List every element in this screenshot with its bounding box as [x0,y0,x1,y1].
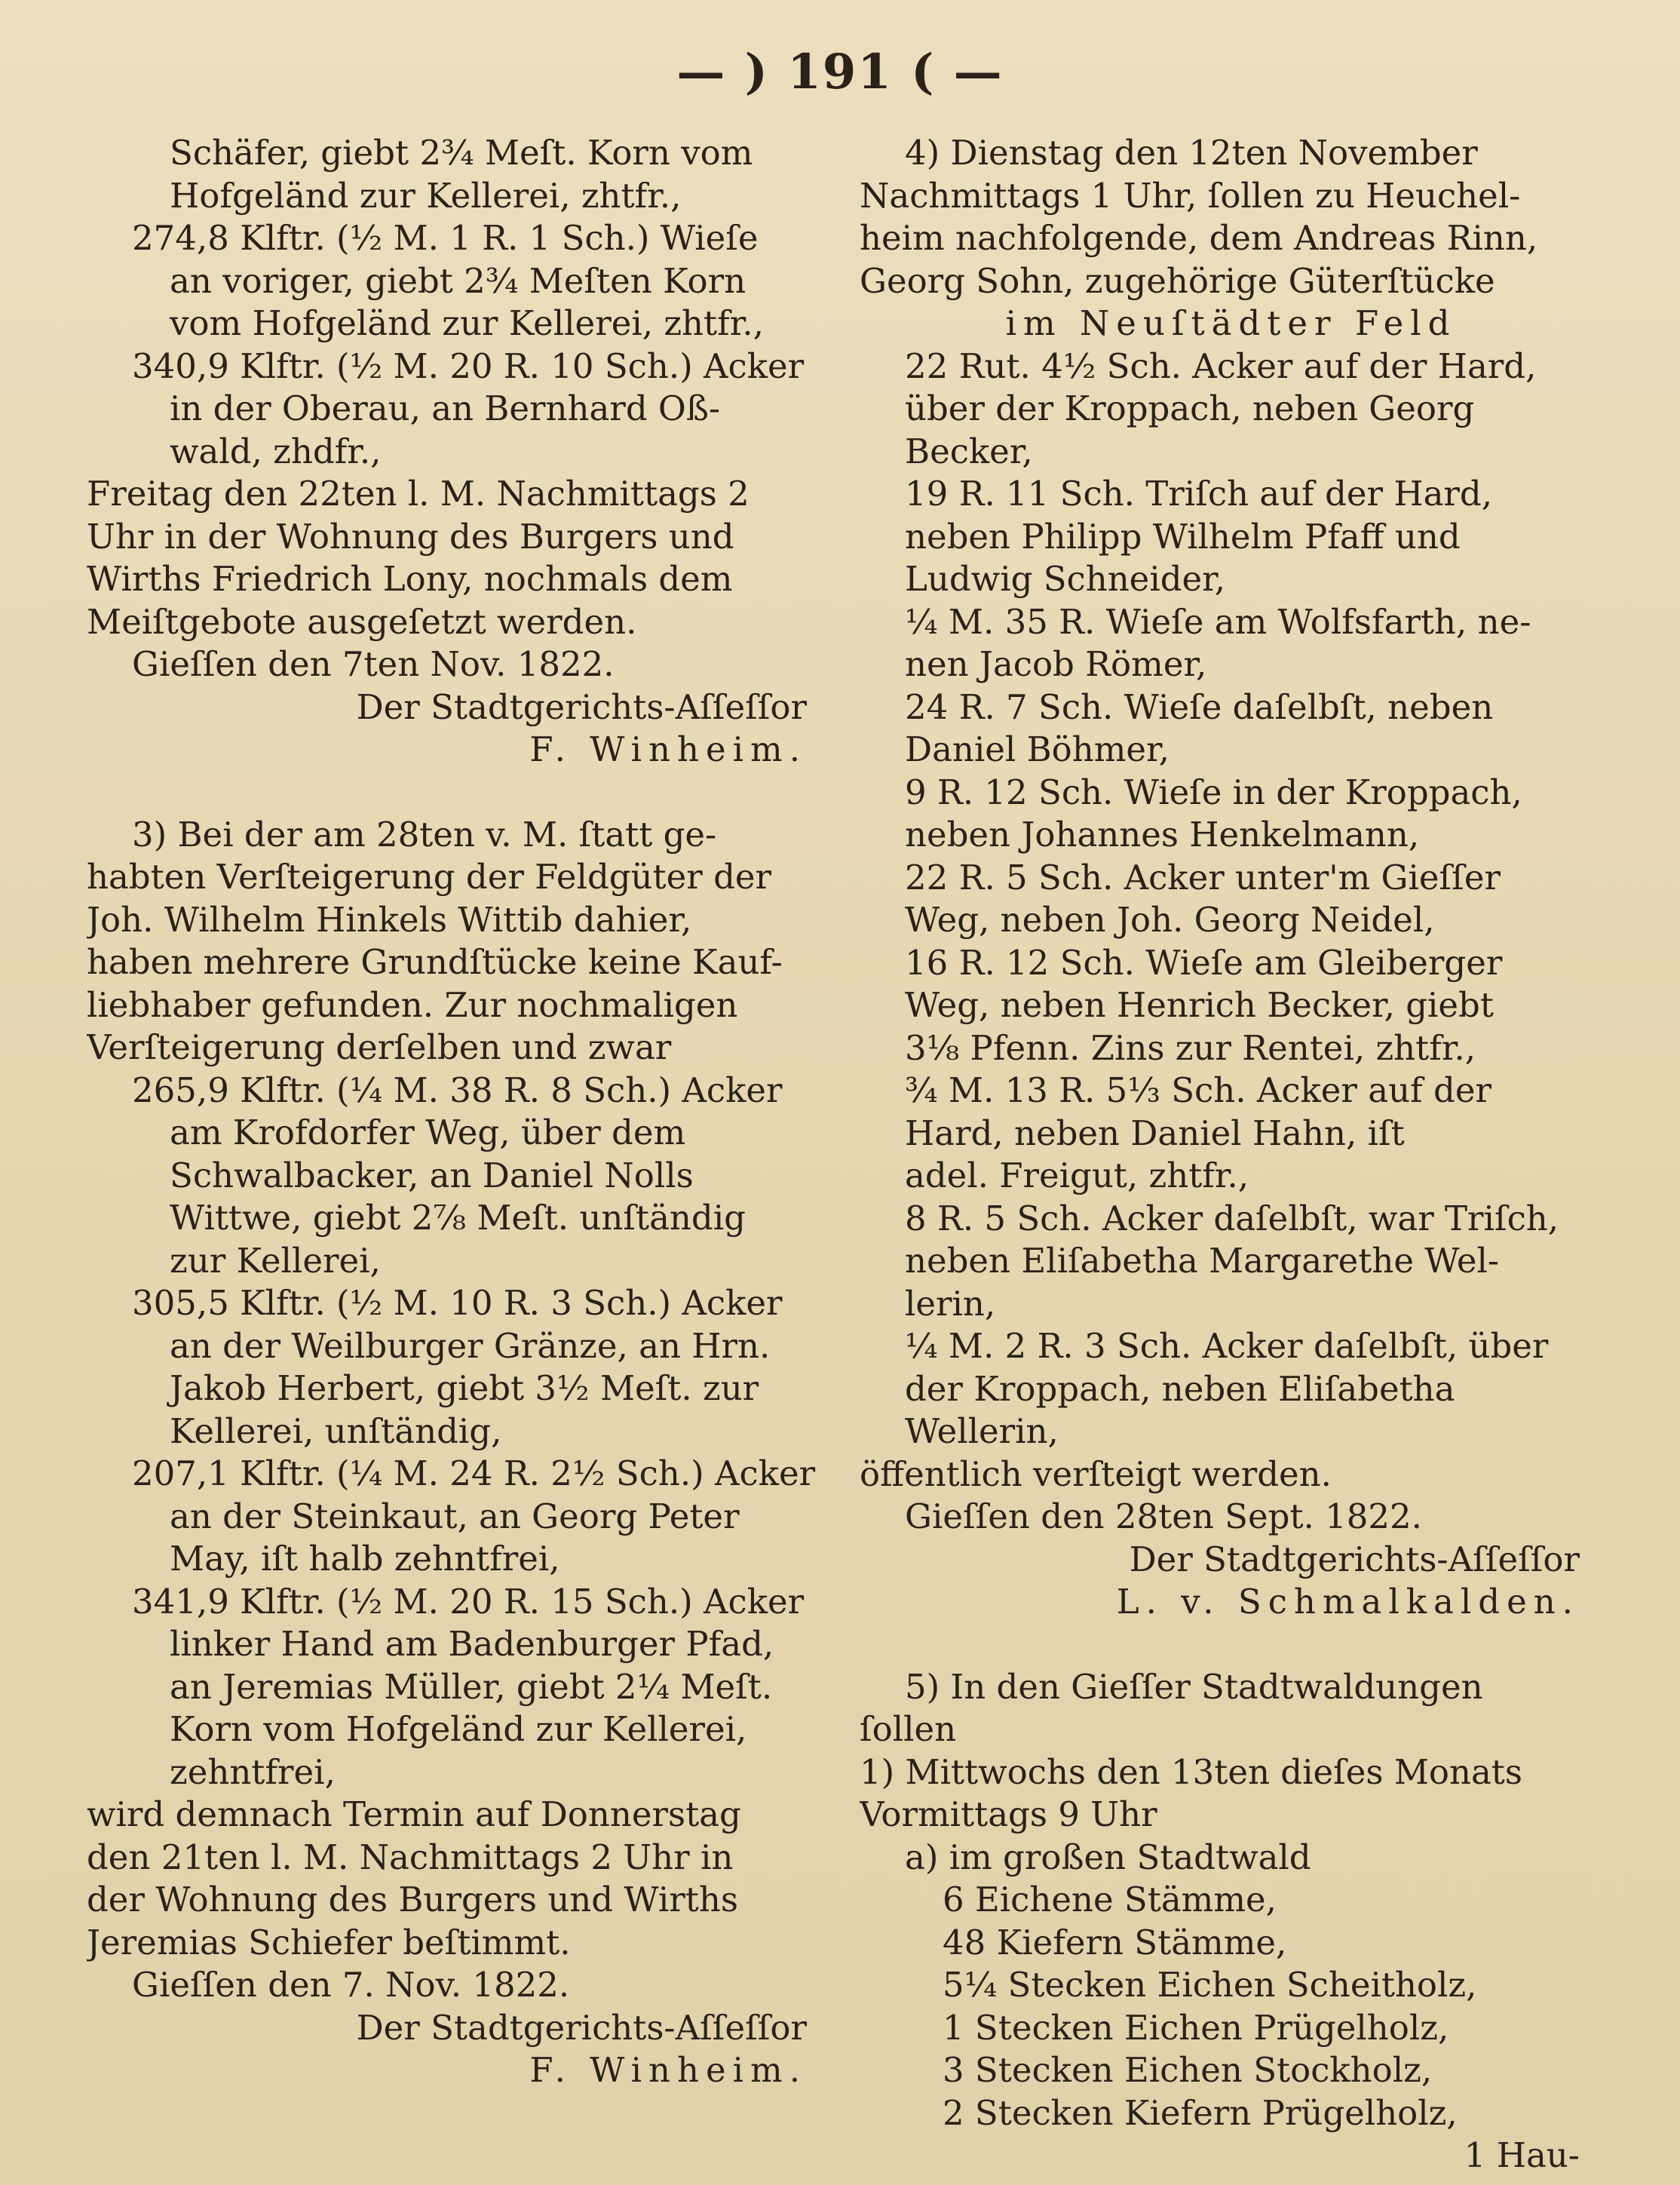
text-line: 265,9 Klftr. (¼ M. 38 R. 8 Sch.) Acker [132,1069,783,1110]
text-line: Jakob Herbert, giebt 3½ Meſt. zur [170,1368,759,1408]
text-line: der Wohnung des Burgers und Wirths [87,1880,738,1920]
text-line: ¼ M. 2 R. 3 Sch. Acker daſelbſt, über [905,1326,1549,1366]
text-line: Weg, neben Joh. Georg Neidel, [905,900,1435,940]
text-line: der Kroppach, neben Eliſabetha [905,1368,1455,1409]
text-line: 1 Stecken Eichen Prügelholz, [943,2007,1449,2048]
text-line: 2 Stecken Kiefern Prügelholz, [943,2092,1458,2133]
text-line: 1) Mittwochs den 13ten dieſes Monats [860,1751,1522,1792]
text-line: Schwalbacker, an Daniel Nolls [170,1155,694,1195]
left-column [87,132,829,2092]
text-line: F. Winheim. [529,729,807,769]
text-line: 4) Dienstag den 12ten November [905,133,1478,173]
text-line: Gieſſen den 7. Nov. 1822. [132,1965,570,2005]
text-line: zehntfrei, [170,1751,336,1792]
text-line: 48 Kiefern Stämme, [943,1922,1287,1963]
text-line: 274,8 Klftr. (½ M. 1 R. 1 Sch.) Wieſe [132,218,759,258]
text-line: 22 R. 5 Sch. Acker unter'm Gieſſer [905,857,1501,898]
text-line: Uhr in der Wohnung des Burgers und [87,516,734,557]
text-line: May, iſt halb zehntfrei, [170,1539,560,1579]
text-line: Georg Sohn, zugehörige Güterſtücke [860,260,1495,301]
text-line: Daniel Böhmer, [905,729,1170,769]
text-line: an voriger, giebt 2¾ Meſten Korn [170,260,746,301]
text-line: Der Stadtgerichts-Aſſeſſor [356,2007,807,2048]
text-line: 1 Hau- [1464,2135,1580,2175]
text-line: in der Oberau, an Bernhard Oß- [170,388,721,428]
text-line: L. v. Schmalkalden. [1116,1582,1580,1622]
text-line: Der Stadtgerichts-Aſſeſſor [1129,1539,1580,1579]
text-line: ¼ M. 35 R. Wieſe am Wolfsfarth, ne- [905,601,1531,642]
text-line: Meiſtgebote ausgeſetzt werden. [87,601,637,642]
text-line: Kellerei, unſtändig, [170,1410,502,1451]
text-line: am Krofdorfer Weg, über dem [170,1112,686,1152]
text-line: Gieſſen den 28ten Sept. 1822. [905,1496,1422,1536]
text-line: 3 Stecken Eichen Stockholz, [943,2050,1433,2090]
text-line: Hard, neben Daniel Hahn, iſt [905,1112,1405,1153]
text-line: an der Steinkaut, an Georg Peter [170,1496,740,1536]
text-line: neben Philipp Wilhelm Pfaff und [905,516,1461,557]
text-line: Becker, [905,431,1033,471]
text-line: Jeremias Schiefer beſtimmt. [87,1922,571,1963]
text-line: Vormittags 9 Uhr [860,1794,1157,1834]
text-line: den 21ten l. M. Nachmittags 2 Uhr in [87,1837,734,1877]
text-line: Wittwe, giebt 2⅞ Meſt. unſtändig [170,1198,746,1238]
text-line: ¾ M. 13 R. 5⅓ Sch. Acker auf der [905,1070,1491,1110]
text-line: öffentlich verſteigt werden. [860,1453,1332,1494]
text-line: Wirths Friedrich Lony, nochmals dem [87,559,733,599]
text-line: 22 Rut. 4½ Sch. Acker auf der Hard, [905,345,1537,386]
text-line: 8 R. 5 Sch. Acker daſelbſt, war Triſch, [905,1198,1559,1238]
text-line: Korn vom Hofgeländ zur Kellerei, [170,1709,747,1749]
text-line: Weg, neben Henrich Becker, giebt [905,985,1494,1025]
text-line: adel. Freigut, zhtfr., [905,1155,1249,1195]
text-line: 6 Eichene Stämme, [943,1880,1277,1920]
text-line: 9 R. 12 Sch. Wieſe in der Kroppach, [905,772,1522,812]
text-line: 24 R. 7 Sch. Wieſe daſelbſt, neben [905,686,1494,727]
text-line: Freitag den 22ten l. M. Nachmittags 2 [87,474,750,514]
text-line: 341,9 Klftr. (½ M. 20 R. 15 Sch.) Acker [132,1581,805,1622]
text-line: neben Johannes Henkelmann, [905,815,1420,855]
text-line: 305,5 Klftr. (½ M. 10 R. 3 Sch.) Acker [132,1283,783,1323]
text-line: haben mehrere Grundſtücke keine Kauf- [87,942,783,982]
text-line: Der Stadtgerichts-Aſſeſſor [356,686,807,727]
text-line: 3) Bei der am 28ten v. M. ſtatt ge- [132,814,717,855]
text-line: 5) In den Gieſſer Stadtwaldungen [905,1666,1483,1707]
text-line: 5¼ Stecken Eichen Scheitholz, [943,1965,1477,2005]
text-line: Wellerin, [905,1411,1059,1451]
text-line: 207,1 Klftr. (¼ M. 24 R. 2½ Sch.) Acker [132,1453,816,1493]
text-line: wird demnach Termin auf Donnerstag [87,1794,741,1834]
text-line: Schäfer, giebt 2¾ Meſt. Korn vom [170,133,753,173]
text-line: zur Kellerei, [170,1240,381,1281]
text-line: a) im großen Stadtwald [905,1837,1311,1877]
text-line: Joh. Wilhelm Hinkels Wittib dahier, [87,899,692,940]
text-line: heim nachfolgende, dem Andreas Rinn, [860,218,1538,258]
text-line: lerin, [905,1283,996,1324]
text-line [860,1624,1602,1666]
text-line: Hofgeländ zur Kellerei, zhtfr., [170,175,682,216]
text-line: 3⅛ Pfenn. Zins zur Rentei, zhtfr., [905,1027,1476,1068]
text-line: nen Jacob Römer, [905,644,1207,684]
right-column [860,132,1602,2177]
text-line: neben Eliſabetha Margarethe Wel- [905,1241,1500,1281]
text-line: Nachmittags 1 Uhr, ſollen zu Heuchel- [860,175,1521,216]
text-line: im Neuſtädter Feld [1005,303,1457,343]
text-line: Verſteigerung derſelben und zwar [87,1027,672,1067]
text-line: 16 R. 12 Sch. Wieſe am Gleiberger [905,942,1503,983]
text-line: an der Weilburger Gränze, an Hrn. [170,1325,771,1366]
text-line: liebhaber gefunden. Zur nochmaligen [87,984,738,1025]
text-line: vom Hofgeländ zur Kellerei, zhtfr., [170,303,764,343]
text-line: über der Kroppach, neben Georg [905,388,1475,428]
text-line [87,772,829,814]
text-line: linker Hand am Badenburger Pfad, [170,1624,774,1664]
text-line: Gieſſen den 7ten Nov. 1822. [132,644,615,684]
text-line: an Jeremias Müller, giebt 2¼ Meſt. [170,1666,773,1707]
text-line: Ludwig Schneider, [905,559,1226,599]
text-line: F. Winheim. [529,2050,807,2090]
text-line: habten Verſteigerung der Feldgüter der [87,857,772,897]
page-header: — ) 191 ( — [676,44,1004,100]
text-line: wald, zhdfr., [170,431,382,471]
text-line: 340,9 Klftr. (½ M. 20 R. 10 Sch.) Acker [132,345,805,386]
text-line: ſollen [860,1709,957,1749]
text-line: 19 R. 11 Sch. Triſch auf der Hard, [905,474,1493,514]
